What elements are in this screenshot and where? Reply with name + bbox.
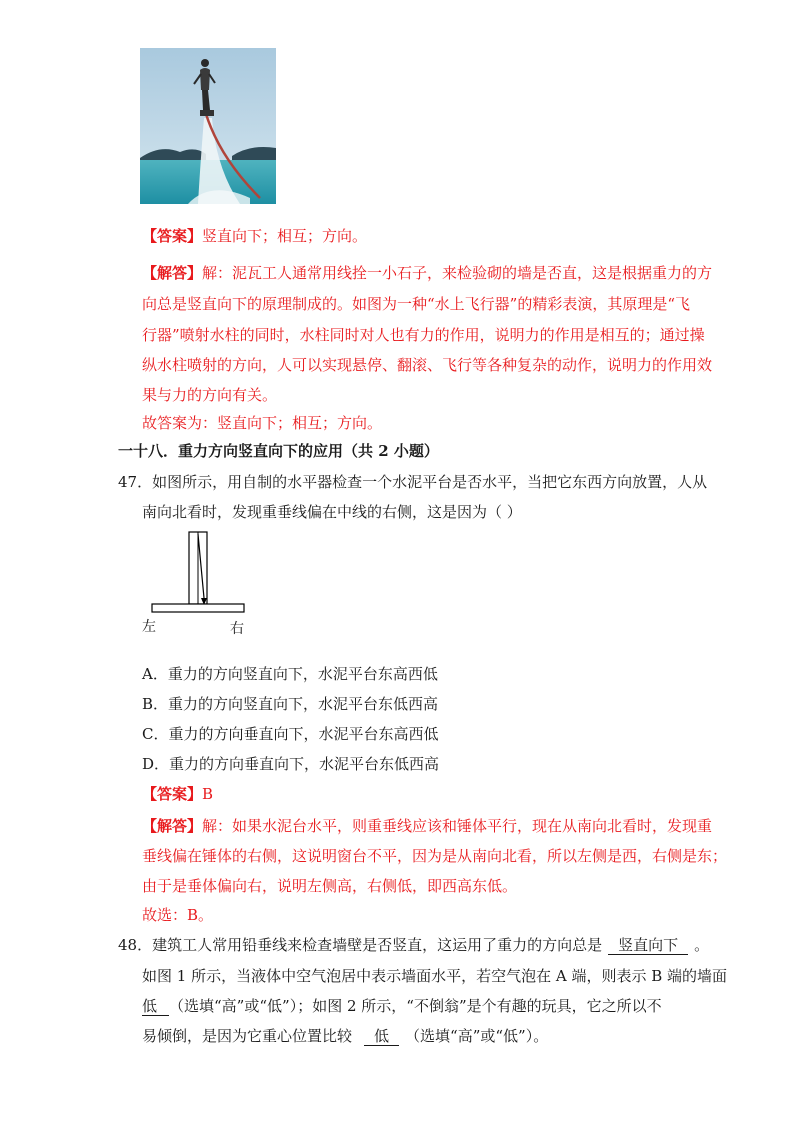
q48-line-4 [142,1026,548,1046]
answer-tag: 【答案】 [142,227,203,245]
q47-answer-text: B [202,785,214,803]
analysis-line-4: 纵水柱喷射的方向，人可以实现悬停、翻滚、飞行等各种复杂的动作，说明力的作用效 [142,356,713,374]
q47-option-c: C．重力的方向垂直向下，水泥平台东高西低 [142,725,439,743]
q47-analysis-line-1 [142,816,712,836]
q47-analysis-line-3: 由于是垂体偏向右，说明左侧高，右侧低，即西高东低。 [142,877,518,895]
q48-blank-2: 低 [142,997,169,1016]
section-title: 一十八．重力方向竖直向下的应用（共 2 小题） [118,442,439,460]
level-tool-figure [140,528,252,640]
q48-line-2: 如图 1 所示，当液体中空气泡居中表示墙面水平，若空气泡在 A 端，则表示 B 端的墙面 [142,967,728,985]
q48-line-3 [142,996,662,1016]
analysis-line-1 [142,263,712,283]
q48-blank-3: 低 [364,1027,399,1046]
q47-answer-tag: 【答案】 [142,785,203,803]
q47-analysis-tag: 【解答】 [142,817,203,835]
q48-line-1-post: 。 [694,936,710,954]
analysis-line-3: 行器”喷射水柱的同时，水柱同时对人也有力的作用，说明力的作用是相互的；通过操 [142,326,705,344]
conclusion-1: 故答案为：竖直向下；相互；方向。 [142,414,383,432]
q48-line-1-pre: 48．建筑工人常用铅垂线来检查墙壁是否竖直，这运用了重力的方向总是 [118,936,603,954]
answer-text: 竖直向下；相互；方向。 [202,227,368,245]
q47-option-a: A．重力的方向竖直向下，水泥平台东高西低 [142,665,438,683]
answer-line-1 [142,226,367,246]
q47-answer-line [142,784,213,804]
level-tool-diagram [140,528,252,640]
q47-option-d: D．重力的方向垂直向下，水泥平台东低西高 [142,755,440,773]
q47-stem-line-1: 47．如图所示，用自制的水平器检查一个水泥平台是否水平，当把它东西方向放置，人从 [118,473,708,491]
analysis-line-2: 向总是竖直向下的原理制成的。如图为一种“水上飞行器”的精彩表演，其原理是“飞 [142,295,691,313]
q47-analysis-line-2: 垂线偏在锤体的右侧，这说明窗台不平，因为是从南向北看，所以左侧是西，右侧是东； [142,847,728,865]
q47-conclusion: 故选：B。 [142,906,214,924]
analysis-line-5: 果与力的方向有关。 [142,386,278,404]
water-flyer-illustration [140,48,276,204]
q48-line-3-post: （选填“高”或“低”）；如图 2 所示，“不倒翁”是个有趣的玩具，它之所以不 [169,997,662,1015]
figure-label-left: 左 [142,619,156,635]
analysis-tag: 【解答】 [142,264,203,282]
q47-stem-line-2: 南向北看时，发现重垂线偏在中线的右侧，这是因为（ ） [142,503,522,521]
water-flyer-photo [140,48,276,204]
q47-analysis-text: 解：如果水泥台水平，则重垂线应该和锤体平行，现在从南向北看时，发现重 [202,817,713,835]
figure-label-right: 右 [230,621,244,637]
q48-line-4-pre: 易倾倒，是因为它重心位置比较 [142,1027,353,1045]
q48-line-4-post: （选填“高”或“低”）。 [405,1027,549,1045]
q47-option-b: B．重力的方向竖直向下，水泥平台东低西高 [142,695,439,713]
analysis-text: 解：泥瓦工人通常用线拴一小石子，来检验砌的墙是否直，这是根据重力的方 [202,264,713,282]
q48-blank-1: 竖直向下 [608,936,688,955]
q48-line-1 [118,935,709,955]
